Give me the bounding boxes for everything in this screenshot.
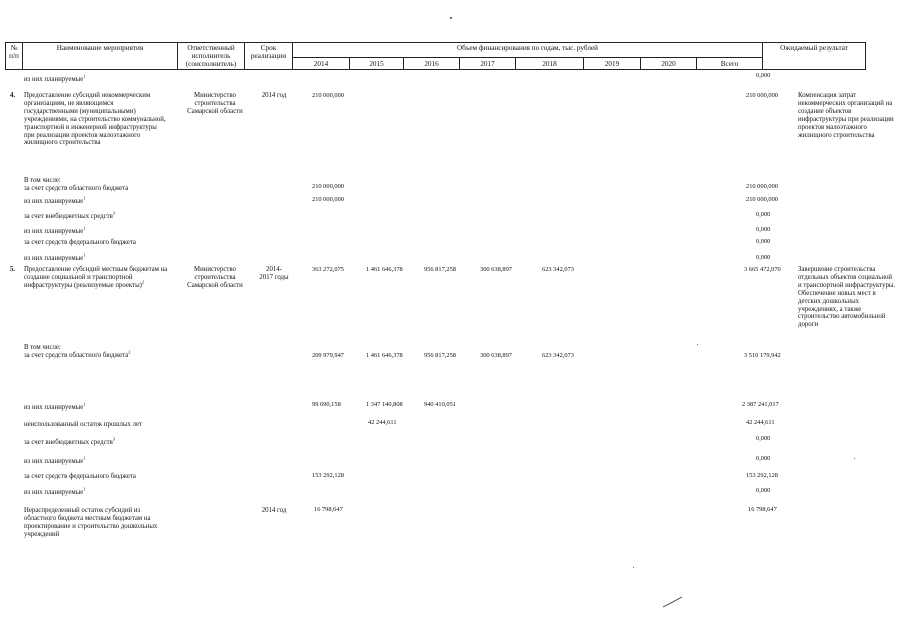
item-4-regional-label: В том числе: за счет средств областного бюджета xyxy=(24,177,129,192)
item-5-offbudget-planned-total: 0,000 xyxy=(756,455,771,462)
item-4-executor: Министерство строительства Самарской области xyxy=(187,92,243,115)
item-4-2014: 210 000,000 xyxy=(312,92,344,99)
scan-speck xyxy=(450,17,452,19)
item-5-offbudget-label: за счет внебюджетных средств$^3$ xyxy=(24,436,116,446)
item-4-number: 4. xyxy=(10,92,16,99)
header-funding: Объем финансирования по годам, тыс. рублей xyxy=(293,43,763,58)
item-4-offbudget-planned-total: 0,000 xyxy=(756,226,771,233)
item-4-result: Компенсация затрат некоммерческих организаций на создание объектов инфраструктуры при реализации проектов малоэтажного жилищного строительства xyxy=(798,92,894,139)
item-5-federal-label: за счет средств федерального бюджета xyxy=(24,473,136,480)
item-4-total: 210 000,000 xyxy=(746,92,778,99)
item-4-offbudget-planned-label: из них планируемые$^1$ xyxy=(24,225,86,235)
item-5-regional-label: В том числе: за счет средств областного бюджета$^2$ xyxy=(24,344,131,359)
item-4-name: Предоставление субсидий некоммерческим организациям, не являющимся государственными (муниципальными) учреждениями, на строительство коммунальной, транспортной и инженерной инфраструктуры при реализации проектов малоэтажного жилищного строительства xyxy=(24,92,166,147)
row-planned-total: 0,000 xyxy=(756,72,771,79)
item-5-regional-2015: 1 461 646,378 xyxy=(366,352,403,359)
header-executor: Ответственный исполнитель (соисполнитель) xyxy=(178,43,245,70)
item-5-planned-2015: 1 347 140,808 xyxy=(366,401,403,408)
table-header xyxy=(5,42,866,70)
item-4-planned-total: 210 000,000 xyxy=(746,196,778,203)
item-5-result: Завершение строительства отдельных объектов социальной и транспортной инфраструктуры. Обеспечение новых мест в детских дошкольных учреждениях, а также строительство автомобильной дороги xyxy=(798,266,896,329)
item-4-offbudget-total: 0,000 xyxy=(756,211,771,218)
header-year-2020: 2020 xyxy=(641,58,697,70)
item-5-2015: 1 461 646,378 xyxy=(366,266,403,273)
item-5-federal-planned-total: 0,000 xyxy=(756,487,771,494)
unallocated-2014: 16 798,647 xyxy=(314,506,343,513)
item-5-2017: 300 638,897 xyxy=(480,266,512,273)
item-4-federal-total: 0,000 xyxy=(756,238,771,245)
item-5-regional-2017: 300 638,897 xyxy=(480,352,512,359)
item-5-2014: 363 272,075 xyxy=(312,266,344,273)
row-planned-label: из них планируемые$^1$ xyxy=(24,73,86,83)
header-period: Срок реализации xyxy=(245,43,293,70)
item-5-planned-2016: 940 410,051 xyxy=(424,401,456,408)
item-5-period: 2014- 2017 годы xyxy=(259,266,289,281)
item-4-regional-total: 210 000,000 xyxy=(746,183,778,190)
item-5-number: 5. xyxy=(10,266,16,273)
pen-mark xyxy=(662,596,684,608)
item-4-planned-2014: 210 000,000 xyxy=(312,196,344,203)
header-year-2015: 2015 xyxy=(350,58,404,70)
scan-speck xyxy=(854,458,855,459)
item-4-period: 2014 год xyxy=(261,92,287,99)
item-5-regional-2016: 956 817,258 xyxy=(424,352,456,359)
header-year-2017: 2017 xyxy=(460,58,516,70)
item-5-leftover-2015: 42 244,611 xyxy=(368,419,397,426)
item-5-planned-label: из них планируемые$^1$ xyxy=(24,401,86,411)
item-5-offbudget-total: 0,000 xyxy=(756,435,771,442)
item-5-leftover-label: неиспользованный остаток прошлых лет xyxy=(24,421,142,428)
item-5-name: Предоставление субсидий местным бюджетам на создание социальной и транспортной инфраструктуры (реализуемые проекты)$^2$ xyxy=(24,266,168,289)
item-5-2018: 623 342,073 xyxy=(542,266,574,273)
unallocated-name: Нераспределенный остаток субсидий из областного бюджета местным бюджетам на проектирование и строительство дошкольных учреждений xyxy=(24,507,158,538)
item-5-federal-planned-label: из них планируемые$^1$ xyxy=(24,486,86,496)
item-5-leftover-total: 42 244,611 xyxy=(746,419,775,426)
item-4-federal-planned-total: 0,000 xyxy=(756,254,771,261)
item-5-total: 3 665 472,070 xyxy=(744,266,781,273)
header-total: Всего xyxy=(697,58,763,70)
item-5-executor: Министерство строительства Самарской области xyxy=(187,266,243,289)
unallocated-period: 2014 год xyxy=(261,507,287,514)
header-year-2018: 2018 xyxy=(516,58,584,70)
item-5-regional-2014: 209 979,947 xyxy=(312,352,344,359)
header-name: Наименование мероприятия xyxy=(23,43,178,70)
item-4-regional-2014: 210 000,000 xyxy=(312,183,344,190)
header-no: № п/п xyxy=(6,43,23,70)
item-5-offbudget-planned-label: из них планируемые$^1$ xyxy=(24,455,86,465)
scan-speck xyxy=(697,344,698,345)
item-4-planned-label: из них планируемые$^1$ xyxy=(24,195,86,205)
item-5-planned-total: 2 387 241,017 xyxy=(742,401,779,408)
item-4-offbudget-label: за счет внебюджетных средств$^3$ xyxy=(24,210,116,220)
item-4-federal-label: за счет средств федерального бюджета xyxy=(24,239,136,246)
item-5-regional-2018: 623 342,073 xyxy=(542,352,574,359)
header-year-2016: 2016 xyxy=(404,58,460,70)
item-5-federal-total: 153 292,128 xyxy=(746,472,778,479)
item-5-federal-2014: 153 292,128 xyxy=(312,472,344,479)
header-year-2019: 2019 xyxy=(584,58,641,70)
item-5-regional-total: 3 510 179,942 xyxy=(744,352,781,359)
header-year-2014: 2014 xyxy=(293,58,350,70)
header-result: Ожидаемый результат xyxy=(763,43,866,70)
item-5-planned-2014: 99 690,158 xyxy=(312,401,341,408)
item-5-2016: 956 817,258 xyxy=(424,266,456,273)
scan-speck xyxy=(633,567,634,568)
item-4-federal-planned-label: из них планируемые$^1$ xyxy=(24,252,86,262)
unallocated-total: 16 798,647 xyxy=(748,506,777,513)
